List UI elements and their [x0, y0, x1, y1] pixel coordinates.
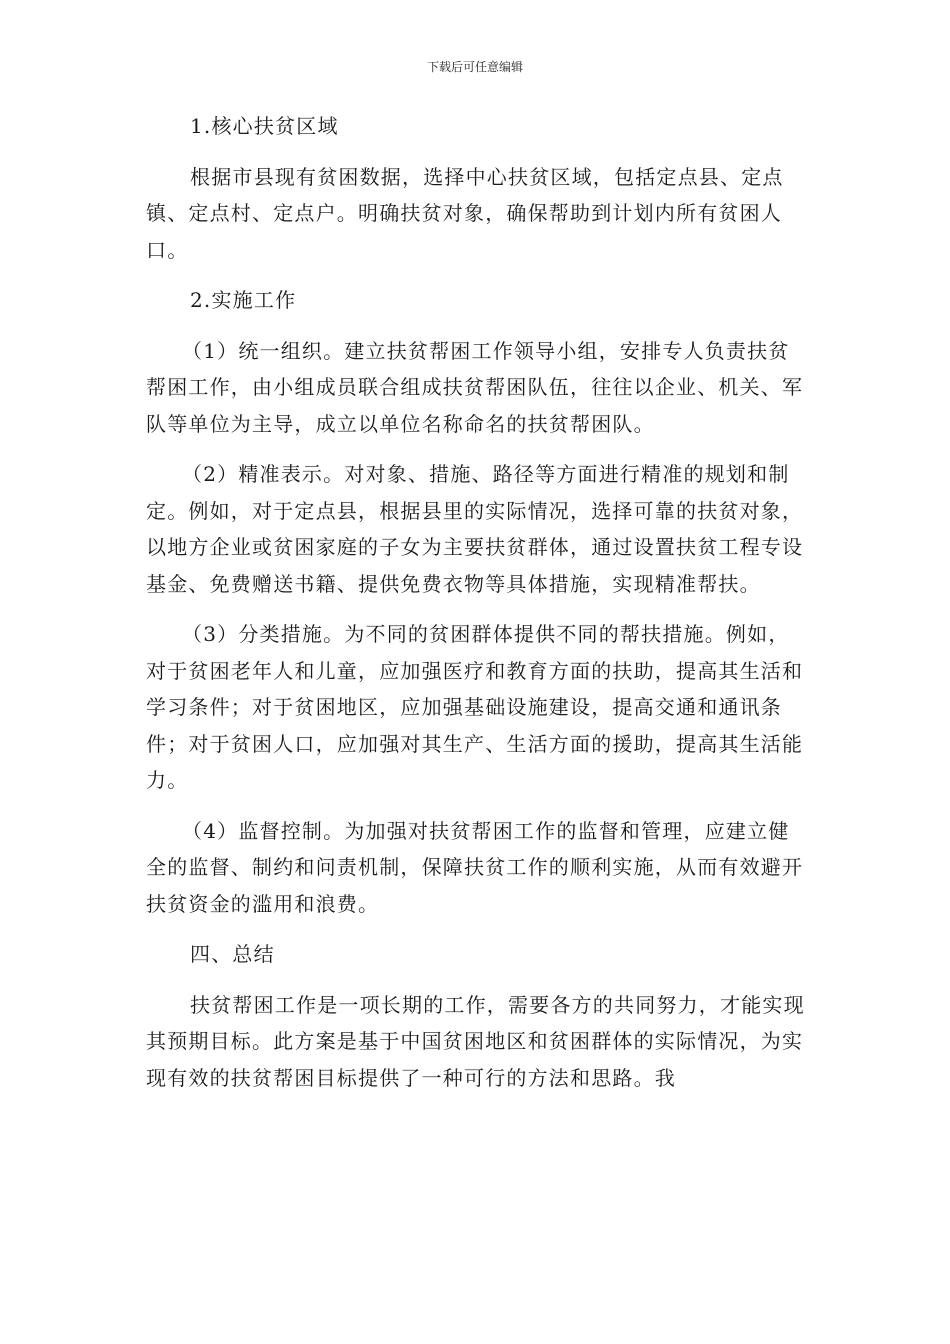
paragraph-item-1: （1）统一组织。建立扶贫帮困工作领导小组，安排专人负责扶贫帮困工作，由小组成员联合组成扶贫帮困队伍，往往以企业、机关、军队等单位为主导，成立以单位名称命名的扶贫帮困队。 [146, 338, 804, 436]
page-header-note: 下载后可任意编辑 [426, 60, 523, 74]
paragraph-item-4: （4）监督控制。为加强对扶贫帮困工作的监督和管理，应建立健全的监督、制约和问责机制，保障扶贫工作的顺利实施，从而有效避开扶贫资金的滥用和浪费。 [146, 818, 804, 916]
paragraph-core-area: 根据市县现有贫困数据，选择中心扶贫区域，包括定点县、定点镇、定点村、定点户。明确扶贫对象，确保帮助到计划内所有贫困人口。 [146, 164, 784, 262]
section-heading-implementation: 2.实施工作 [190, 288, 297, 312]
document-body [146, 108, 806, 1110]
section-heading-core-area: 1.核心扶贫区域 [190, 114, 339, 138]
paragraph-summary: 扶贫帮困工作是一项长期的工作，需要各方的共同努力，才能实现其预期目标。此方案是基于中国贫困地区和贫困群体的实际情况，为实现有效的扶贫帮困目标提供了一种可行的方法和思路。我 [146, 992, 805, 1090]
paragraph-item-3: （3）分类措施。为不同的贫困群体提供不同的帮扶措施。例如，对于贫困老年人和儿童，应加强医疗和教育方面的扶助，提高其生活和学习条件；对于贫困地区，应加强基础设施建设，提高交通和通讯条件；对于贫困人口，应加强对其生产、生活方面的援助，提高其生活能力。 [146, 622, 804, 792]
section-heading-summary: 四、总结 [190, 942, 275, 966]
paragraph-item-2: （2）精准表示。对对象、措施、路径等方面进行精准的规划和制定。例如，对于定点县，根据县里的实际情况，选择可靠的扶贫对象，以地方企业或贫困家庭的子女为主要扶贫群体，通过设置扶贫工程专设基金、免费赠送书籍、提供免费衣物等具体措施，实现精准帮扶。 [146, 462, 804, 596]
